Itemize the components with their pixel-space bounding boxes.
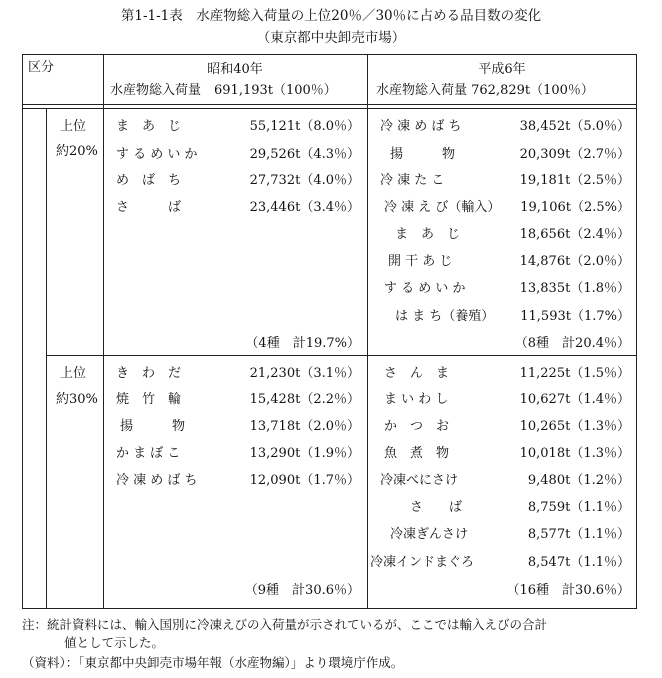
group20-col2-total: （8種 計20.4％）	[514, 336, 630, 351]
list-item-value: 8,547t（1.1％）	[527, 555, 630, 570]
list-item-value: 19,106t（2.5%）	[520, 200, 630, 215]
list-item-value: 20,309t（2.7％）	[519, 147, 630, 162]
list-item-name: 冷 凍 め ば ち	[116, 473, 198, 488]
era-column-rule	[367, 54, 368, 609]
list-item-name: さ ば	[116, 200, 182, 215]
list-item-name: 冷 凍 え び（輸入）	[384, 200, 501, 215]
list-item-name: ま あ じ	[116, 119, 182, 134]
list-item-value: 29,526t（4.3％）	[249, 147, 360, 162]
list-item-name: す る め い か	[116, 147, 198, 162]
category-header: 区分	[28, 60, 55, 75]
col2-era-header: 平成6年	[478, 62, 526, 77]
list-item-name: 揚 物	[120, 419, 186, 434]
list-item-name: 揚 物	[390, 147, 456, 162]
header-bottom-double-rule	[22, 108, 637, 109]
list-item-value: 10,018t（1.3％）	[519, 446, 630, 461]
list-item-value: 11,225t（1.5％）	[519, 366, 630, 381]
list-item-name: 冷 凍 た こ	[380, 173, 445, 188]
group20-label-top: 上位	[60, 119, 87, 134]
table-title: 第1-1-1表 水産物総入荷量の上位20％／30％に占める品目数の変化	[120, 8, 542, 24]
list-item-name: め ば ち	[116, 173, 182, 188]
list-item-name: か ま ぼ こ	[116, 446, 181, 461]
col1-era-header: 昭和40年	[207, 62, 263, 77]
list-item-name: 冷 凍 め ば ち	[380, 119, 462, 134]
list-item-value: 8,577t（1.1％）	[527, 527, 630, 542]
list-item-value: 23,446t（3.4％）	[249, 200, 360, 215]
list-item-value: 55,121t（8.0％）	[249, 119, 360, 134]
list-item-value: 11,593t（1.7%）	[520, 309, 630, 324]
list-item-value: 13,835t（1.8％）	[519, 281, 630, 296]
list-item-value: 8,759t（1.1％）	[527, 500, 630, 515]
list-item-value: 14,876t（2.0％）	[519, 254, 630, 269]
list-item-value: 13,718t（2.0％）	[249, 419, 360, 434]
note-line-1: 注：統計資料には、輸入国別に冷凍えびの入荷量が示されているが、ここでは輸入えびの合計	[22, 617, 548, 632]
table-frame	[22, 54, 637, 609]
group30-col2-total: （16種 計30.6％）	[506, 583, 630, 598]
list-item-name: 冷凍ぎんさけ	[390, 527, 469, 542]
list-item-name: 焼 竹 輪	[116, 392, 182, 407]
category-column-rule	[103, 54, 104, 609]
list-item-value: 21,230t（3.1％）	[249, 366, 360, 381]
list-item-name: 冷凍べにさけ	[380, 473, 459, 488]
list-item-value: 13,290t（1.9％）	[249, 446, 360, 461]
list-item-name: き わ だ	[116, 366, 182, 381]
list-item-name: さ ん ま	[384, 366, 450, 381]
list-item-value: 19,181t（2.5％）	[519, 173, 630, 188]
group30-label-top: 上位	[60, 366, 87, 381]
group30-col1-total: （9種 計30.6％）	[244, 583, 360, 598]
group-divider-rule	[46, 355, 637, 356]
list-item-value: 27,732t（4.0％）	[249, 173, 360, 188]
group30-label-bottom: 約30%	[56, 392, 98, 407]
list-item-name: か つ お	[384, 419, 450, 434]
list-item-value: 9,480t（1.2％）	[527, 473, 630, 488]
list-item-name: す る め い か	[384, 281, 466, 296]
col1-total-header: 水産物総入荷量 691,193t（100％）	[110, 83, 337, 98]
table-subtitle: （東京都中央卸売市場）	[256, 30, 406, 46]
list-item-value: 15,428t（2.2％）	[249, 392, 360, 407]
group20-col1-total: （4種 計19.7%）	[245, 336, 360, 351]
list-item-value: 18,656t（2.4％）	[519, 227, 630, 242]
source-note: （資料）：「東京都中央卸売市場年報（水産物編）」より環境庁作成。	[22, 655, 404, 670]
list-item-value: 10,627t（1.4％）	[519, 392, 630, 407]
list-item-name: さ ば	[410, 500, 463, 515]
list-item-name: 開 干 あ じ	[388, 254, 453, 269]
list-item-name: ま い わ し	[384, 392, 449, 407]
list-item-value: 12,090t（1.7％）	[249, 473, 360, 488]
note-line-2: 値として示した。	[64, 635, 165, 650]
header-bottom-rule	[22, 104, 637, 105]
list-item-value: 10,265t（1.3％）	[519, 419, 630, 434]
list-item-value: 38,452t（5.0％）	[519, 119, 630, 134]
col2-total-header: 水産物総入荷量 762,829t（100％）	[376, 83, 594, 98]
group20-label-bottom: 約20%	[56, 144, 98, 159]
list-item-name: 冷凍インドまぐろ	[370, 555, 475, 570]
list-item-name: ま あ じ	[395, 227, 461, 242]
label-indent-rule	[46, 108, 47, 609]
list-item-name: 魚 煮 物	[384, 446, 450, 461]
list-item-name: は ま ち（養殖）	[395, 309, 495, 324]
